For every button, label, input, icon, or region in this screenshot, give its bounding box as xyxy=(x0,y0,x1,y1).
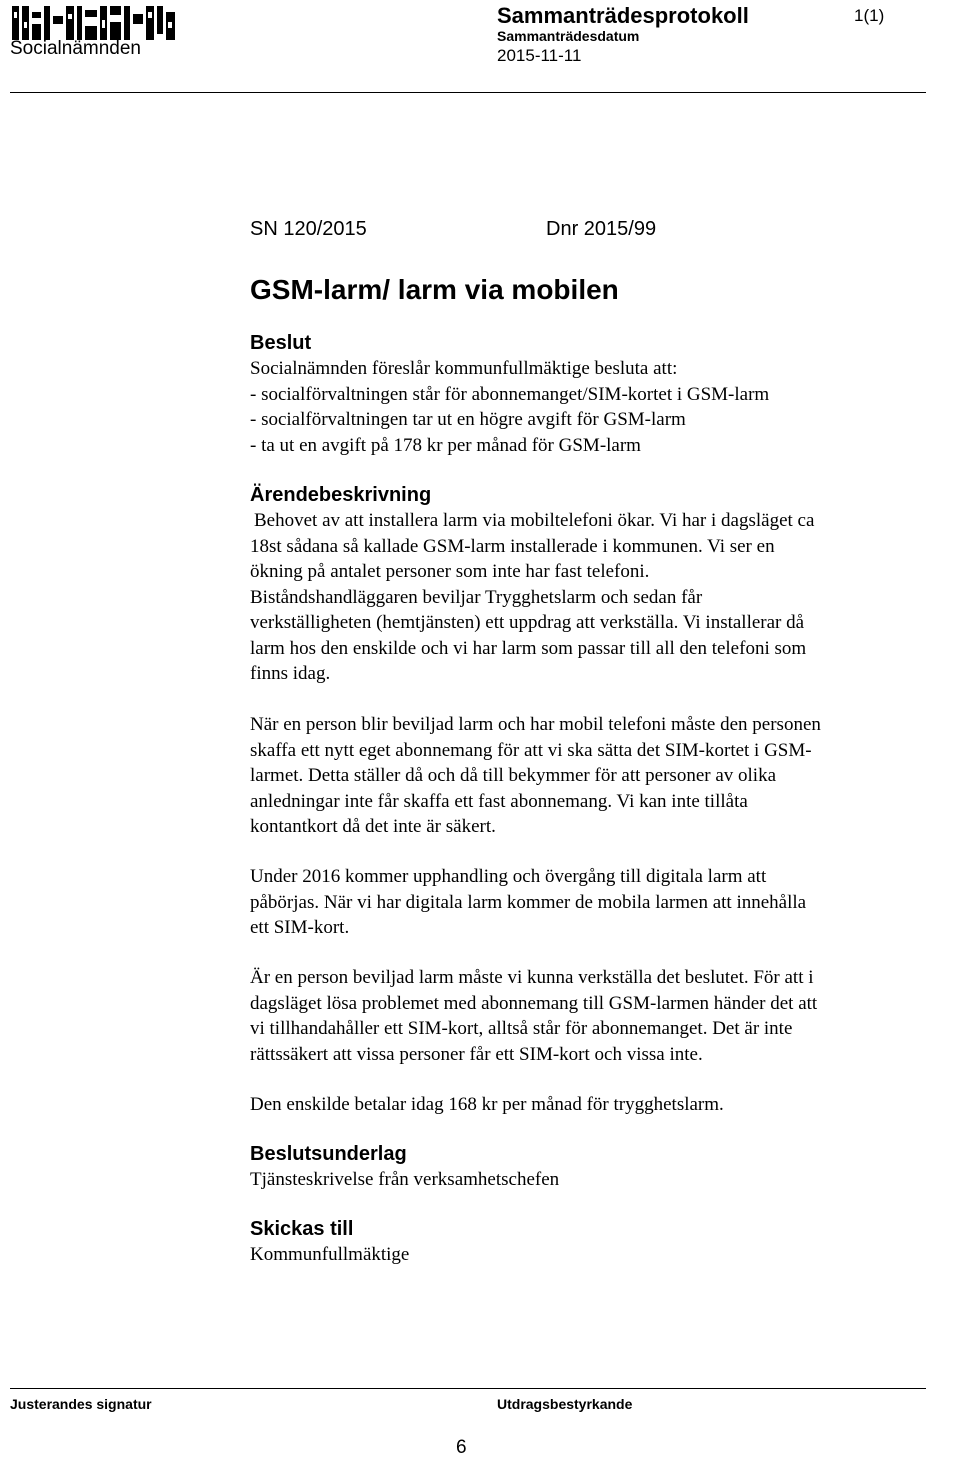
footer-divider xyxy=(10,1388,926,1389)
paragraph-line: larm hos den enskilde och vi har larm som passar till all den telefoni som xyxy=(250,637,807,659)
decision-line: - socialförvaltningen står för abonnemanget/SIM-kortet i GSM-larm xyxy=(250,383,770,405)
case-description-section xyxy=(250,483,930,687)
signature-label: Justerandes signatur xyxy=(10,1396,152,1412)
paragraph-line: rättssäkert att vissa personer får ett SIM-kort och vissa inte. xyxy=(250,1043,703,1065)
paragraph-line: finns idag. xyxy=(250,663,331,684)
send-to-recipient: Kommunfullmäktige xyxy=(250,1244,410,1265)
paragraph-line: Under 2016 kommer upphandling och övergång till digitala larm att xyxy=(250,866,767,887)
paragraph-line: larmet. Detta ställer då och då till bekymmer för att personer av olika xyxy=(250,765,776,786)
paragraph-line: anledningar inte får skaffa ett fast abonnemang. Vi kan inte tillåta xyxy=(250,790,748,812)
organization-name: Socialnämnden xyxy=(10,38,141,59)
paragraph-line: dagsläget lösa problemet med abonnemang till GSM-larmen händer det att xyxy=(250,992,818,1014)
meeting-date-label: Sammanträdesdatum xyxy=(497,28,640,44)
decision-basis-section xyxy=(250,1142,930,1193)
case-description-paragraph xyxy=(250,1092,930,1118)
decision-line: - ta ut en avgift på 178 kr per månad för GSM-larm xyxy=(250,434,641,456)
decision-basis-text: Tjänsteskrivelse från verksamhetschefen xyxy=(250,1169,560,1190)
paragraph-line: vi tillhandahåller ett SIM-kort, alltså står för abonnemanget. Det är inte xyxy=(250,1018,793,1039)
extract-certification-label: Utdragsbestyrkande xyxy=(497,1396,633,1412)
send-to-section xyxy=(250,1217,930,1268)
paragraph-line: Är en person beviljad larm måste vi kunna verkställa det beslutet. För att i xyxy=(250,967,814,988)
page-indicator: 1(1) xyxy=(854,6,885,25)
case-description-paragraph xyxy=(250,965,930,1067)
paragraph-line: 18st sådana så kallade GSM-larm installerade i kommunen. Vi ser en xyxy=(250,535,775,557)
case-description-paragraph xyxy=(250,864,930,941)
paragraph-line: skaffa ett nytt eget abonnemang för att vi ska sätta det SIM-kortet i GSM- xyxy=(250,739,812,761)
paragraph-line: Den enskilde betalar idag 168 kr per månad för trygghetslarm. xyxy=(250,1094,724,1115)
decision-text xyxy=(250,356,930,458)
decision-line: - socialförvaltningen tar ut en högre avgift för GSM-larm xyxy=(250,409,686,430)
decision-basis-heading: Beslutsunderlag xyxy=(250,1143,407,1165)
decision-section xyxy=(250,331,930,458)
header-divider xyxy=(10,92,926,93)
send-to-heading: Skickas till xyxy=(250,1218,354,1240)
paragraph-line: När en person blir beviljad larm och har mobil telefoni måste den personen xyxy=(250,714,821,735)
meeting-date-value: 2015-11-11 xyxy=(497,46,582,65)
case-description-paragraph xyxy=(250,508,930,687)
decision-heading: Beslut xyxy=(250,332,312,354)
paragraph-line: ökning på antalet personer som inte har fast telefoni. xyxy=(250,561,650,582)
paragraph-line: Biståndshandläggaren beviljar Trygghetslarm och sedan får xyxy=(250,586,703,608)
document-type: Sammanträdesprotokoll xyxy=(497,3,749,28)
paragraph-line: ett SIM-kort. xyxy=(250,917,350,938)
item-title: GSM-larm/ larm via mobilen xyxy=(250,274,619,305)
paragraph-line: Behovet av att installera larm via mobiltelefoni ökar. Vi har i dagsläget ca xyxy=(254,510,815,531)
decision-line: Socialnämnden föreslår kommunfullmäktige besluta att: xyxy=(250,358,678,379)
case-number: SN 120/2015 xyxy=(250,218,367,240)
paragraph-line: kontantkort då det inte är säkert. xyxy=(250,816,496,837)
case-description-paragraph xyxy=(250,712,930,840)
paragraph-line: verkställigheten (hemtjänsten) ett uppdrag att verkställa. Vi installerar då xyxy=(250,612,805,633)
case-description-heading: Ärendebeskrivning xyxy=(250,484,432,506)
diary-number: Dnr 2015/99 xyxy=(546,218,657,240)
paragraph-line: påbörjas. När vi har digitala larm kommer de mobila larmen att innehålla xyxy=(250,891,807,913)
page-number: 6 xyxy=(456,1437,467,1458)
